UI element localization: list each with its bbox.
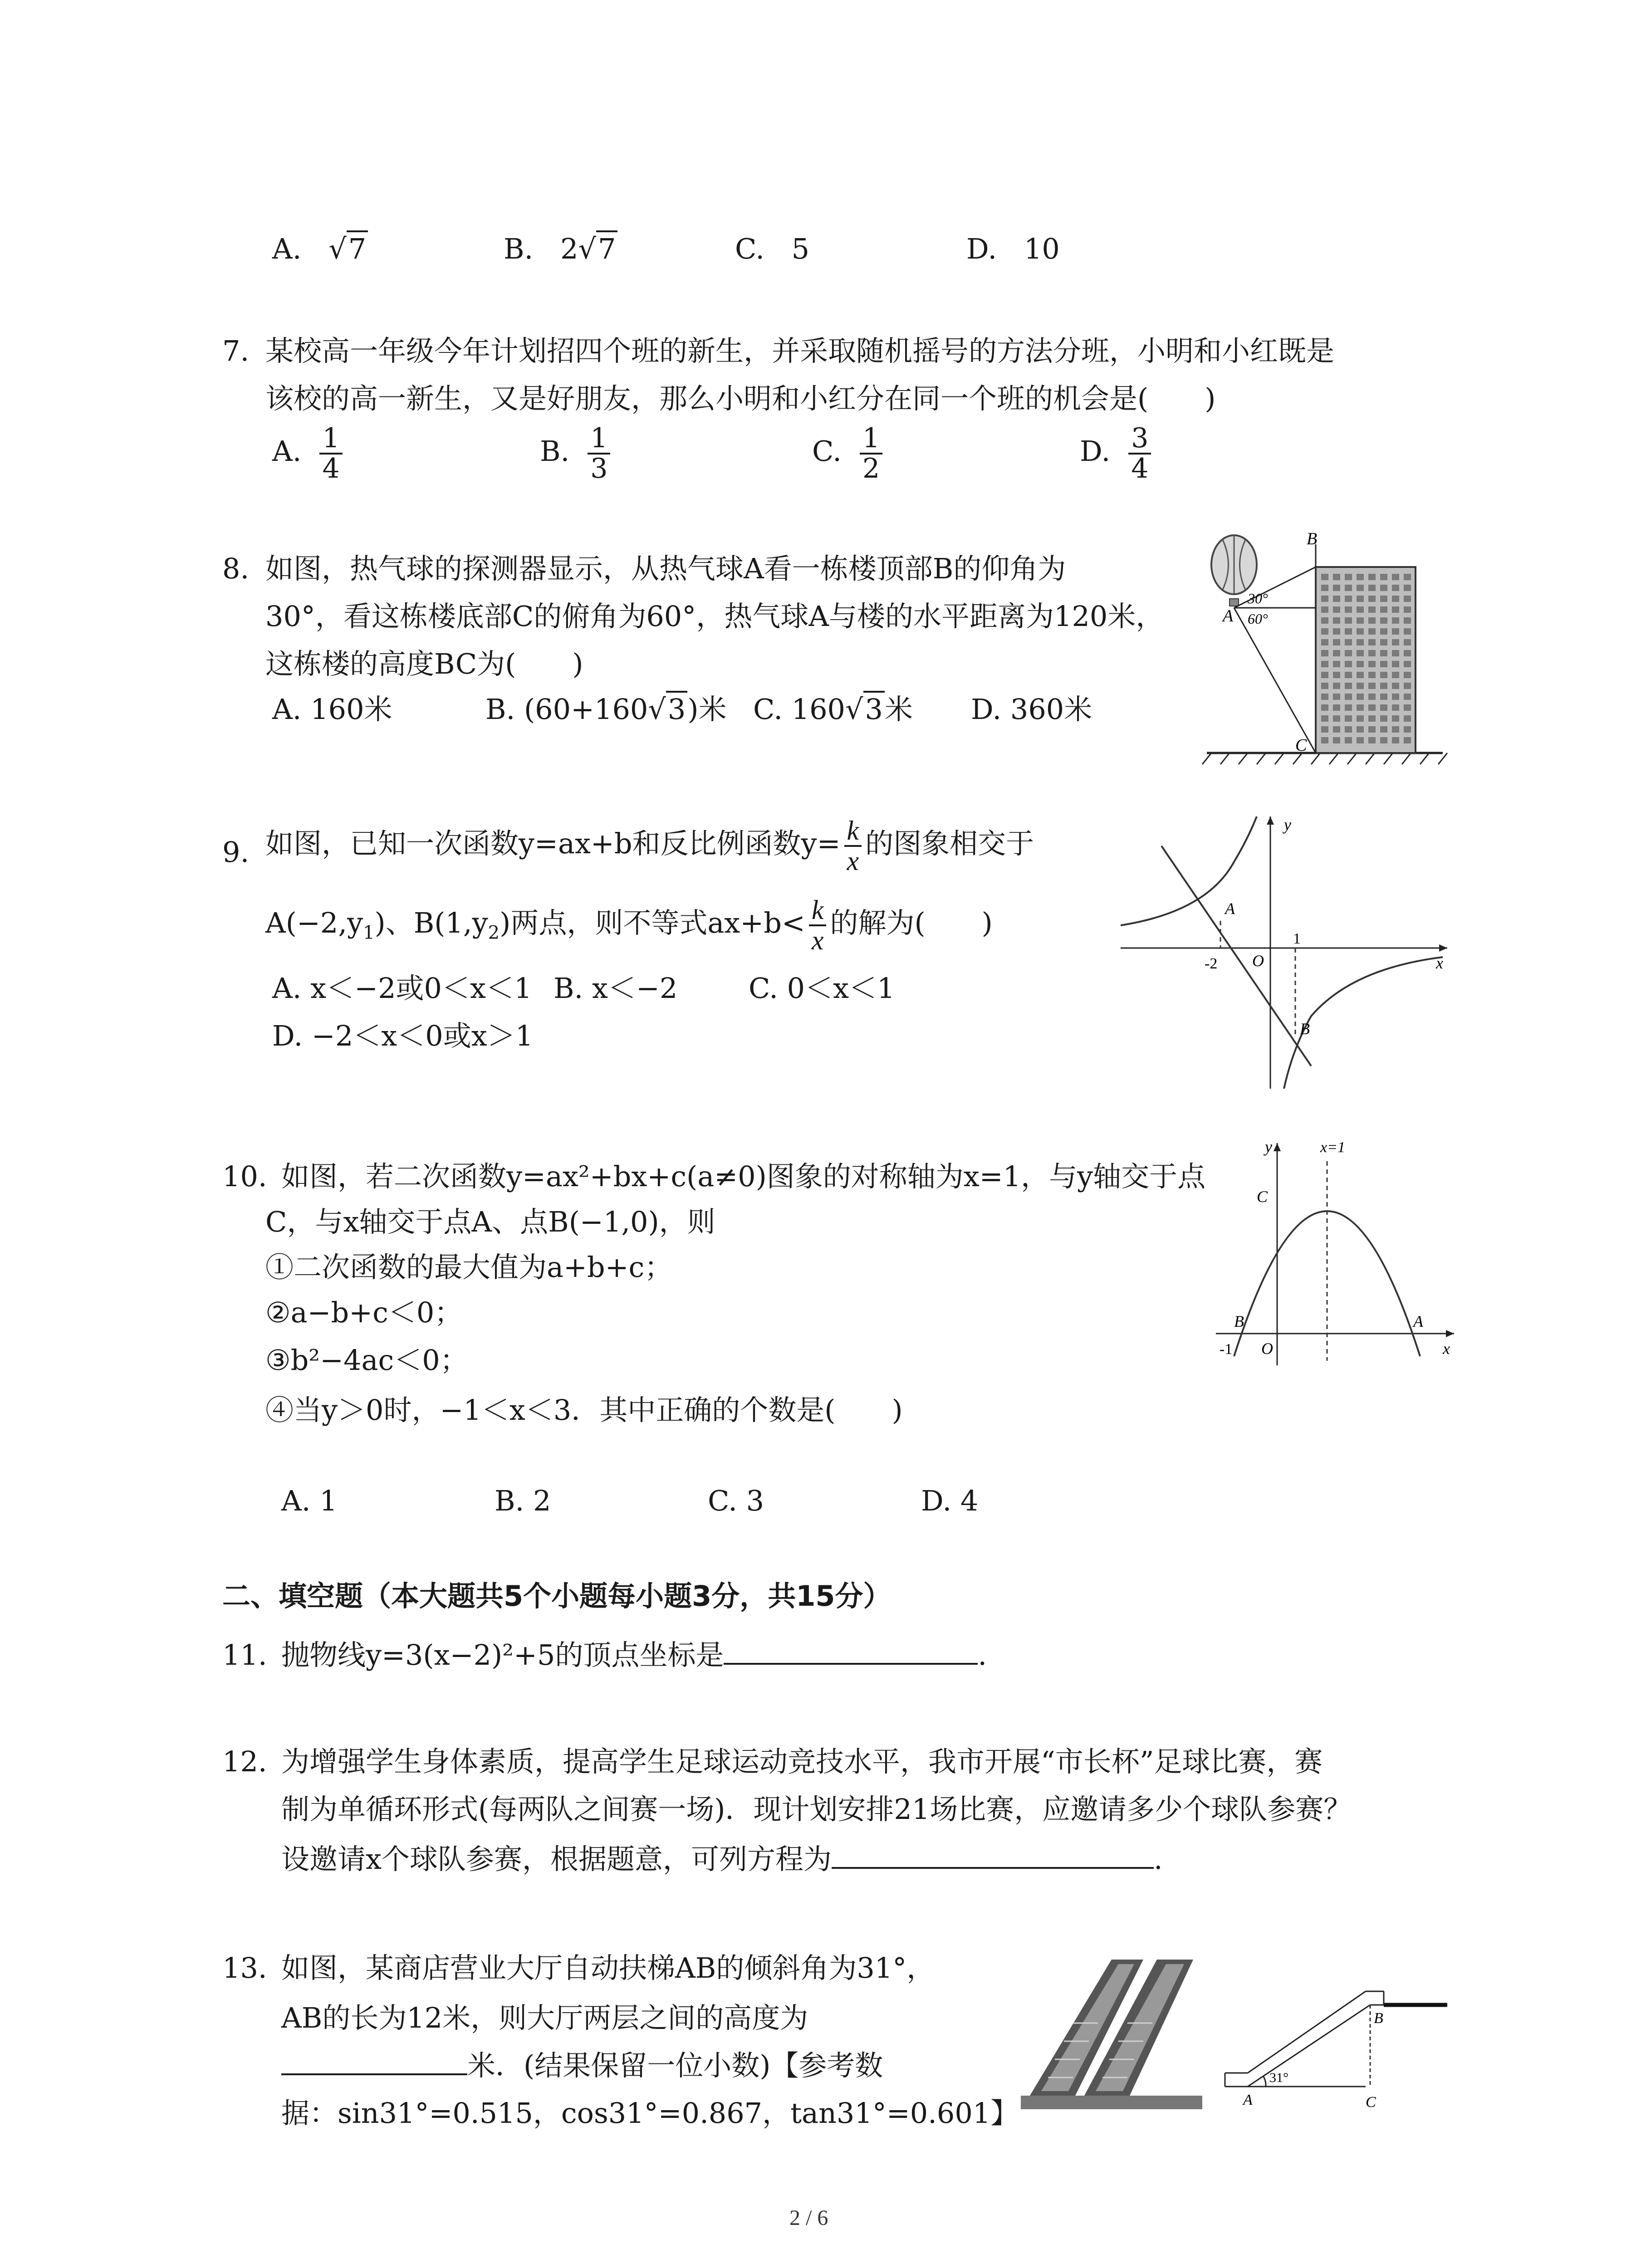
- building-window: [1357, 628, 1364, 635]
- building-window: [1357, 650, 1364, 656]
- building-window: [1333, 737, 1340, 743]
- building-window: [1392, 650, 1399, 656]
- building-window: [1333, 639, 1340, 645]
- building-window: [1333, 661, 1340, 667]
- building-window: [1345, 596, 1352, 602]
- q9-fig-m2: -2: [1205, 955, 1218, 972]
- building-window: [1380, 704, 1387, 711]
- building-window: [1404, 694, 1411, 700]
- q12-line3: 设邀请x个球队参赛，根据题意，可列方程为 .: [281, 1843, 1163, 1876]
- building-window: [1333, 683, 1340, 689]
- q10-item3: ③b²−4ac＜0；: [265, 1344, 468, 1377]
- q6-option-d-value: 10: [1024, 232, 1060, 265]
- q12-line2: 制为单循环形式(每两队之间赛一场)．现计划安排21场比赛，应邀请多少个球队参赛？: [281, 1793, 1352, 1826]
- q6-option-c-label: C.: [735, 232, 764, 265]
- q10-item4: ④当y＞0时，−1＜x＜3．其中正确的个数是( ): [265, 1393, 903, 1427]
- building-window: [1333, 606, 1340, 613]
- q10-item1: ①二次函数的最大值为a+b+c；: [265, 1251, 673, 1284]
- building-window: [1321, 585, 1328, 591]
- building-window: [1333, 726, 1340, 733]
- building-window: [1345, 704, 1352, 711]
- q11-answer-blank[interactable]: [724, 1658, 978, 1665]
- q10-option-d: D. 4: [921, 1484, 979, 1517]
- q8-line1: 如图，热气球的探测器显示，从热气球A看一栋楼顶部B的仰角为: [265, 552, 1066, 585]
- q10-number: 10.: [222, 1160, 267, 1193]
- q9-figure: [1116, 812, 1452, 1093]
- q9-fig-b: B: [1300, 1020, 1310, 1038]
- building-window: [1357, 617, 1364, 624]
- q8-fig-label-b: B: [1307, 531, 1318, 548]
- building-window: [1321, 606, 1328, 613]
- building-window: [1321, 617, 1328, 624]
- building-window: [1380, 606, 1387, 613]
- building-window: [1404, 628, 1411, 635]
- q6-options: [272, 231, 368, 267]
- building-window: [1333, 650, 1340, 656]
- building-window: [1392, 661, 1399, 667]
- q10-fig-x: x: [1443, 1339, 1450, 1358]
- building-window: [1357, 585, 1364, 591]
- q8-option-a: A. 160米: [272, 693, 392, 726]
- q13-line1: 如图，某商店营业大厅自动扶梯AB的倾斜角为31°，: [281, 1951, 935, 1984]
- q8-option-c: C. 160√3米: [753, 692, 913, 727]
- building-window: [1345, 628, 1352, 635]
- building-window: [1392, 639, 1399, 645]
- building-window: [1404, 574, 1411, 580]
- q10-option-a: A. 1: [281, 1484, 338, 1517]
- building-window: [1404, 606, 1411, 613]
- q9-fig-x: x: [1436, 954, 1443, 972]
- q11-line: 抛物线y=3(x−2)²+5的顶点坐标是 .: [281, 1638, 987, 1672]
- q11-number: 11.: [222, 1638, 267, 1672]
- q8-fig-label-a: A: [1223, 606, 1234, 626]
- building-window: [1392, 694, 1399, 700]
- building-window: [1321, 737, 1328, 743]
- building-window: [1404, 596, 1411, 602]
- q8-option-d: D. 360米: [971, 693, 1092, 726]
- q6-option-d-label: D.: [966, 232, 997, 265]
- page-number: 2 / 6: [789, 2206, 828, 2230]
- q8-line3: 这栋楼的高度BC为( ): [265, 647, 583, 680]
- building-window: [1368, 704, 1376, 711]
- q7-option-b: B. $\frac{1}{3}$: [540, 424, 614, 483]
- q10-fig-a: A: [1413, 1312, 1423, 1330]
- building-window: [1357, 737, 1364, 743]
- q10-figure: [1207, 1134, 1461, 1370]
- building-window: [1321, 628, 1328, 635]
- building-window: [1345, 574, 1352, 580]
- building-window: [1333, 715, 1340, 722]
- building-window: [1404, 726, 1411, 733]
- q9-option-a: A. x＜−2或0＜x＜1: [272, 972, 532, 1005]
- building-window: [1321, 683, 1328, 689]
- q6-option-c: [735, 231, 809, 267]
- building-window: [1357, 596, 1364, 602]
- building-window: [1357, 606, 1364, 613]
- building-window: [1368, 683, 1376, 689]
- building-window: [1357, 704, 1364, 711]
- building-window: [1392, 606, 1399, 613]
- building-window: [1357, 683, 1364, 689]
- building-window: [1404, 672, 1411, 678]
- q8-figure: [1198, 531, 1452, 776]
- building-window: [1404, 639, 1411, 645]
- building-window: [1321, 704, 1328, 711]
- building-window: [1380, 639, 1387, 645]
- q6-option-c-value: 5: [791, 232, 810, 265]
- building-window: [1392, 737, 1399, 743]
- q8-number: 8.: [222, 552, 250, 585]
- building-window: [1333, 574, 1340, 580]
- building-window: [1333, 672, 1340, 678]
- building-window: [1404, 661, 1411, 667]
- building-window: [1404, 704, 1411, 711]
- building-window: [1345, 737, 1352, 743]
- building-window: [1368, 585, 1376, 591]
- building-window: [1321, 650, 1328, 656]
- building-window: [1321, 639, 1328, 645]
- q10-fig-y: y: [1265, 1138, 1272, 1156]
- q13-line4: 据：sin31°=0.515，cos31°=0.867，tan31°=0.601】: [281, 2097, 1019, 2130]
- building-window: [1392, 726, 1399, 733]
- building-window: [1392, 672, 1399, 678]
- building-window: [1345, 661, 1352, 667]
- q13-fig-angle: 31°: [1269, 2070, 1288, 2085]
- building-window: [1321, 672, 1328, 678]
- q8-fig-angle-30: 30°: [1248, 590, 1268, 606]
- building-window: [1404, 585, 1411, 591]
- building-window: [1380, 661, 1387, 667]
- building-window: [1345, 672, 1352, 678]
- q9-option-d: D. −2＜x＜0或x＞1: [272, 1019, 534, 1052]
- q10-fig-c: C: [1257, 1188, 1268, 1206]
- q9-fig-y: y: [1284, 816, 1291, 834]
- building-window: [1368, 661, 1376, 667]
- building-window: [1380, 596, 1387, 602]
- q12-line1: 为增强学生身体素质，提高学生足球运动竞技水平，我市开展“市长杯”足球比赛，赛: [281, 1745, 1323, 1778]
- q9-number: 9.: [222, 836, 250, 869]
- building-window: [1380, 694, 1387, 700]
- building-window: [1380, 650, 1387, 656]
- building-window: [1333, 596, 1340, 602]
- q8-fig-angle-60: 60°: [1248, 611, 1268, 627]
- building-window: [1357, 672, 1364, 678]
- q13-fig-a: A: [1243, 2092, 1253, 2108]
- building-window: [1321, 694, 1328, 700]
- building-window: [1333, 617, 1340, 624]
- building-window: [1345, 694, 1352, 700]
- building-window: [1380, 737, 1387, 743]
- building-window: [1321, 726, 1328, 733]
- building-window: [1368, 628, 1376, 635]
- building-window: [1380, 726, 1387, 733]
- building-window: [1368, 737, 1376, 743]
- building-window: [1321, 715, 1328, 722]
- q10-option-c: C. 3: [708, 1484, 764, 1517]
- building-window: [1357, 574, 1364, 580]
- building-window: [1368, 694, 1376, 700]
- building-window: [1333, 628, 1340, 635]
- q6-option-a-value: √7: [328, 231, 368, 267]
- building-window: [1368, 650, 1376, 656]
- q9-fig-one: 1: [1293, 930, 1301, 947]
- building-window: [1380, 628, 1387, 635]
- building-window: [1333, 585, 1340, 591]
- building-window: [1392, 596, 1399, 602]
- q6-option-d: [966, 231, 1060, 267]
- q9-fig-a: A: [1225, 899, 1235, 918]
- q13-fig-b: B: [1374, 2010, 1383, 2027]
- q7-option-a: A. $\frac{1}{4}$: [272, 424, 346, 483]
- q13-fig-c: C: [1366, 2094, 1376, 2111]
- building-window: [1392, 574, 1399, 580]
- building-window: [1392, 628, 1399, 635]
- building-window: [1368, 574, 1376, 580]
- q9-option-b: B. x＜−2: [554, 972, 678, 1005]
- q6-option-b-coef: 2: [560, 232, 578, 265]
- building-window: [1321, 661, 1328, 667]
- q10-line2: C，与x轴交于点A、点B(−1,0)，则: [265, 1205, 715, 1238]
- building-window: [1392, 715, 1399, 722]
- building-window: [1357, 694, 1364, 700]
- building-window: [1392, 617, 1399, 624]
- building-window: [1345, 606, 1352, 613]
- building-window: [1404, 715, 1411, 722]
- q7-line2: 该校的高一新生，又是好朋友，那么小明和小红分在同一个班的机会是( ): [265, 382, 1216, 415]
- building-window: [1404, 617, 1411, 624]
- building-window: [1333, 694, 1340, 700]
- building-window: [1368, 672, 1376, 678]
- q12-number: 12.: [222, 1745, 267, 1778]
- building-window: [1380, 672, 1387, 678]
- building-window: [1345, 585, 1352, 591]
- q10-fig-b: B: [1234, 1312, 1244, 1330]
- building-window: [1380, 585, 1387, 591]
- building-window: [1380, 617, 1387, 624]
- q8-option-b: B. (60+160√3)米: [485, 692, 727, 727]
- q8-line2: 30°，看这栋楼底部C的俯角为60°，热气球A与楼的水平距离为120米，: [265, 600, 1164, 633]
- building-window: [1404, 683, 1411, 689]
- q6-option-a-label: A.: [272, 232, 302, 265]
- building-window: [1345, 617, 1352, 624]
- q10-fig-m1: -1: [1220, 1341, 1233, 1358]
- building-window: [1368, 596, 1376, 602]
- building-window: [1345, 639, 1352, 645]
- q6-option-b-label: B.: [504, 232, 534, 265]
- q13-line3: 米．(结果保留一位小数)【参考数: [281, 2048, 883, 2083]
- building-window: [1357, 726, 1364, 733]
- building-window: [1368, 639, 1376, 645]
- building-window: [1321, 596, 1328, 602]
- building-window: [1345, 650, 1352, 656]
- q13-line2: AB的长为12米，则大厅两层之间的高度为: [281, 2001, 808, 2034]
- q10-fig-axis: x=1: [1320, 1139, 1346, 1156]
- q7-option-c: C. $\frac{1}{2}$: [812, 424, 886, 483]
- building-window: [1345, 683, 1352, 689]
- q13-number: 13.: [222, 1951, 267, 1984]
- q13-answer-blank[interactable]: [281, 2069, 467, 2075]
- building-window: [1392, 704, 1399, 711]
- building-window: [1368, 726, 1376, 733]
- building-window: [1380, 715, 1387, 722]
- building-window: [1368, 606, 1376, 613]
- escalator-photo: [1021, 1946, 1202, 2109]
- q9-fig-o: O: [1252, 952, 1264, 970]
- building-window: [1392, 683, 1399, 689]
- q10-line1: 如图，若二次函数y=ax²+bx+c(a≠0)图象的对称轴为x=1，与y轴交于点: [281, 1160, 1206, 1193]
- q9-line2: $A(-2,y_1)$、$B(1,y_2)$两点，则不等式ax+b< $\frac{k}{x}$ 的解为( ): [265, 895, 993, 955]
- q7-line1: 某校高一年级今年计划招四个班的新生，并采取随机摇号的方法分班，小明和小红既是: [265, 334, 1335, 367]
- building-window: [1404, 650, 1411, 656]
- q12-answer-blank[interactable]: [832, 1862, 1154, 1869]
- q7-option-d: D. $\frac{3}{4}$: [1080, 424, 1155, 483]
- building-window: [1368, 715, 1376, 722]
- building-window: [1380, 574, 1387, 580]
- q10-option-b: B. 2: [495, 1484, 551, 1517]
- building-window: [1368, 617, 1376, 624]
- building-window: [1345, 715, 1352, 722]
- building-window: [1357, 639, 1364, 645]
- building-window: [1321, 574, 1328, 580]
- q10-item2: ②a−b+c＜0；: [265, 1296, 463, 1329]
- building-window: [1404, 737, 1411, 743]
- building-window: [1357, 715, 1364, 722]
- section2-heading: 二、填空题（本大题共5个小题每小题3分，共15分）: [222, 1579, 892, 1613]
- building-window: [1380, 683, 1387, 689]
- building-window: [1333, 704, 1340, 711]
- q10-fig-o: O: [1261, 1339, 1273, 1358]
- q8-fig-label-c: C: [1295, 736, 1307, 755]
- q9-option-c: C. 0＜x＜1: [749, 972, 895, 1005]
- q7-number: 7.: [222, 334, 250, 367]
- q6-option-b: [504, 231, 617, 267]
- q6-option-b-root: √7: [578, 231, 617, 267]
- building-window: [1345, 726, 1352, 733]
- building-window: [1392, 585, 1399, 591]
- q13-diagram: [1216, 1978, 1452, 2114]
- q9-line1: 如图，已知一次函数y=ax+b和反比例函数y= $\frac{k}{x}$ 的图象相交于: [265, 816, 1034, 876]
- building-window: [1357, 661, 1364, 667]
